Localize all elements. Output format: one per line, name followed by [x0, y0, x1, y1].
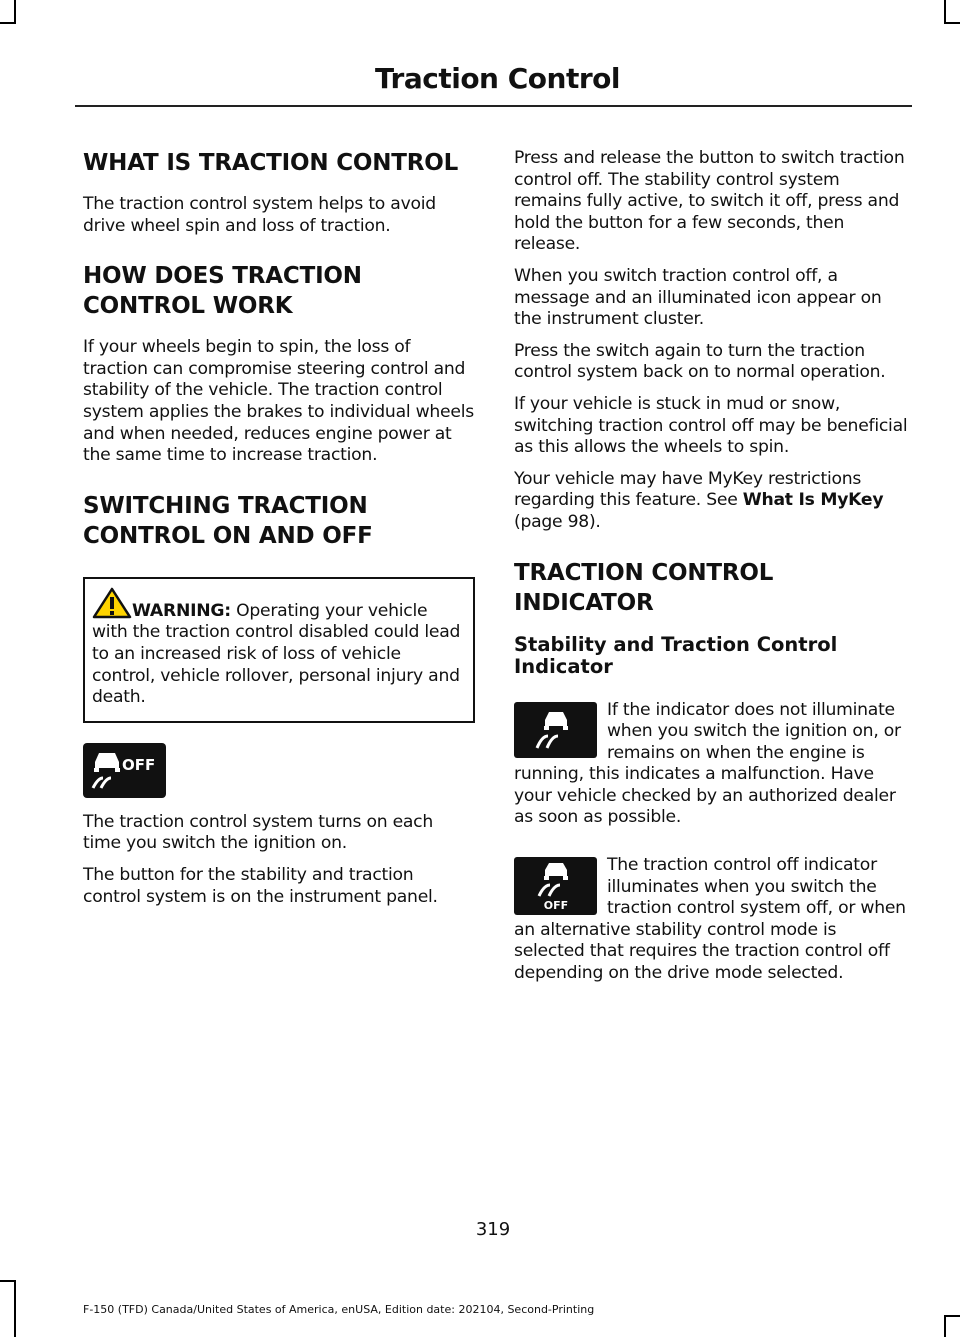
- paragraph-mykey: [514, 469, 908, 534]
- crop-mark: [944, 1315, 946, 1337]
- traction-off-indicator-icon: [514, 857, 597, 915]
- mykey-link[interactable]: What Is MyKey: [742, 490, 884, 511]
- warning-label: WARNING:: [132, 600, 231, 621]
- crop-mark: [0, 1280, 16, 1282]
- right-column: [514, 140, 908, 995]
- heading-line: TRACTION CONTROL: [514, 559, 774, 586]
- skidding-car-icon: [531, 708, 581, 752]
- crop-mark: [944, 22, 960, 24]
- heading-line: HOW DOES TRACTION: [83, 263, 362, 290]
- skidding-car-off-icon: [531, 860, 581, 912]
- footer-edition-info: F-150 (TFD) Canada/United States of America, enUSA, Edition date: 202104, Second-Printing: [83, 1303, 595, 1316]
- paragraph-press-release: Press and release the button to switch traction control off. The stability control system remains fully active, to switch it off, press and hold the button for a few seconds, then release.: [514, 148, 905, 255]
- page-header-title: Traction Control: [375, 62, 620, 95]
- off-indicator-label: OFF: [543, 899, 568, 913]
- heading-switching-traction-control: [83, 491, 475, 551]
- crop-mark: [14, 1280, 16, 1337]
- paragraph-turns-on: The traction control system turns on each time you switch the ignition on.: [83, 811, 434, 854]
- heading-traction-control-indicator: [514, 558, 908, 618]
- mykey-page-ref: (page 98).: [514, 511, 601, 532]
- paragraph-what: The traction control system helps to avoid drive wheel spin and loss of traction.: [83, 194, 436, 236]
- heading-what-is-traction-control: WHAT IS TRACTION CONTROL: [83, 150, 459, 176]
- paragraph-message: When you switch traction control off, a message and an illuminated icon appear on the instrument cluster.: [514, 265, 882, 330]
- paragraph-indicator-malfunction: If the indicator does not illuminate when you switch the ignition on, or remains on when the engine is running, this indicates a malfunction. Have your vehicle checked by an authorized dealer as soon as possible.: [514, 699, 901, 828]
- paragraph-press-again: Press the switch again to turn the traction control system back on to normal operation.: [514, 340, 886, 383]
- warning-paragraph: [92, 587, 465, 709]
- off-icon-label: OFF: [121, 756, 155, 775]
- paragraph-stuck: If your vehicle is stuck in mud or snow, switching traction control off may be beneficial as this allows the wheels to spin.: [514, 393, 908, 458]
- crop-mark: [944, 0, 946, 22]
- crop-mark: [0, 22, 16, 24]
- page-number: 319: [475, 1219, 511, 1240]
- warning-box: [83, 577, 475, 723]
- heading-line: CONTROL WORK: [83, 293, 293, 320]
- traction-off-symbol-icon: [89, 748, 161, 792]
- heading-line: SWITCHING TRACTION: [83, 492, 368, 519]
- header-divider: [75, 105, 912, 107]
- paragraph-button-location: The button for the stability and traction control system is on the instrument panel.: [83, 864, 438, 907]
- paragraph-off-indicator: The traction control off indicator illuminates when you switch the traction control system off, or when an alternative stability control mode is selected that requires the traction control off depending on the drive mode selected.: [514, 855, 906, 984]
- left-column: [83, 140, 475, 918]
- crop-mark: [944, 1315, 960, 1317]
- traction-control-off-button-icon: [83, 743, 166, 798]
- warning-text: Operating your vehicle with the traction control disabled could lead to an increased risk of loss of vehicle control, vehicle rollover, personal injury and death.: [92, 600, 461, 708]
- warning-triangle-icon: [92, 587, 132, 619]
- heading-line: CONTROL ON AND OFF: [83, 522, 373, 549]
- stability-indicator-icon: [514, 702, 597, 758]
- heading-line: INDICATOR: [514, 589, 654, 616]
- mykey-text: Your vehicle may have MyKey restrictions regarding this feature. See: [514, 468, 862, 511]
- heading-how-does-traction-control-work: [83, 261, 475, 321]
- subheading-stability-indicator: Stability and Traction Control Indicator: [514, 632, 838, 678]
- paragraph-how: If your wheels begin to spin, the loss of traction can compromise steering control and stability of the vehicle. The traction control system applies the brakes to individual wheels and when needed, reduces engine power at the same time to increase traction.: [83, 337, 474, 466]
- indicator-section: [514, 700, 908, 840]
- off-indicator-section: [514, 855, 908, 995]
- crop-mark: [14, 0, 16, 22]
